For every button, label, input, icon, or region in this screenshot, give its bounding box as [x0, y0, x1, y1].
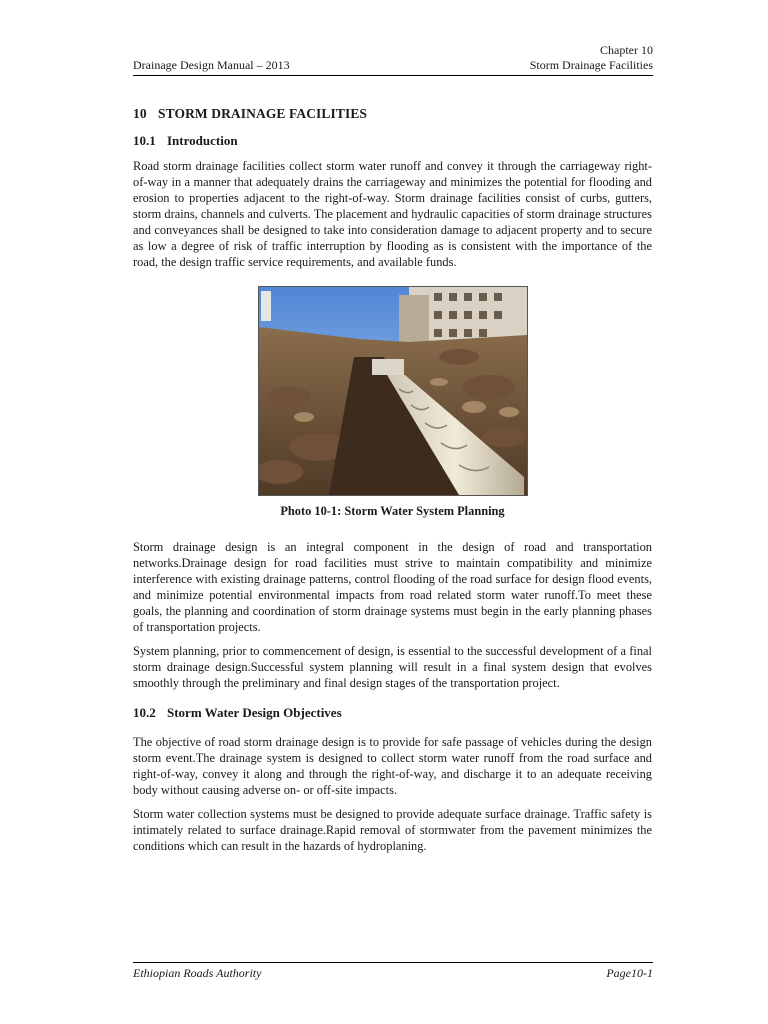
section-heading-intro — [133, 133, 652, 149]
footer-rule — [133, 962, 653, 963]
manual-title: Drainage Design Manual – 2013 — [133, 58, 290, 72]
chapter-heading — [133, 106, 652, 122]
section-title-intro: Introduction — [167, 133, 238, 148]
paragraph-design-component: Storm drainage design is an integral component in the design of road and transportation networks.Drainage design for road facilities must strive to maintain compatibility and minimize interference with existing drainage patterns, control flooding of the road surface for design flood events, and minimize potential environmental impacts from road related storm water runoff.To meet these goals, the planning and coordination of storm drainage systems must begin in the early planning phases of transportation projects. — [133, 540, 652, 634]
figure — [133, 286, 652, 519]
footer-organization: Ethiopian Roads Authority — [133, 966, 262, 980]
section-number-intro: 10.1 — [133, 133, 156, 148]
footer-page-number: Page10-1 — [606, 966, 653, 980]
paragraph-objective: The objective of road storm drainage design is to provide for safe passage of vehicles during the design storm event.The drainage system is designed to collect storm water runoff from the road surface and right-of-way, convey it along and through the right-of-way, and discharge it to an adequate receiving body without causing adverse on- or off-site impacts. — [133, 735, 652, 797]
header-rule — [133, 75, 653, 76]
paragraph-system-planning: System planning, prior to commencement of design, is essential to the successful development of a final storm drainage design.Successful system planning will result in a final system design that evolves smoothly through the preliminary and final design stages of the transportation project. — [133, 644, 652, 690]
storm-water-photo — [258, 286, 528, 496]
paragraph-intro: Road storm drainage facilities collect storm water runoff and convey it through the carriageway right-of-way in a manner that adequately drains the carriageway and minimizes the potential for flooding and erosion to properties adjacent to the right-of-way. Storm drainage facilities consist of curbs, gutters, storm drains, channels and culverts. The placement and hydraulic capacities of storm drainage structures and conveyances shall be designed to take into consideration damage to adjacent property and to secure as low a degree of risk of traffic interruption by flooding as is consistent with the importance of the road, the design traffic service requirements, and available funds. — [133, 159, 652, 269]
chapter-label: Chapter 10 — [600, 43, 653, 57]
section-heading-objectives — [133, 705, 652, 721]
paragraph-collection-systems: Storm water collection systems must be designed to provide adequate surface drainage. Traffic safety is intimately related to surface drainage.Rapid removal of stormwater from the pavement minimizes the conditions which can result in the hazards of hydroplaning. — [133, 807, 652, 853]
page-footer — [133, 962, 653, 981]
section-title: Storm Drainage Facilities — [529, 58, 653, 72]
page-header — [133, 43, 653, 76]
page-content — [133, 106, 652, 862]
photo-caption: Photo 10-1: Storm Water System Planning — [280, 504, 505, 518]
chapter-heading-title: STORM DRAINAGE FACILITIES — [158, 106, 368, 121]
chapter-number: 10 — [133, 106, 147, 121]
section-title-objectives: Storm Water Design Objectives — [167, 705, 342, 720]
section-number-objectives: 10.2 — [133, 705, 156, 720]
